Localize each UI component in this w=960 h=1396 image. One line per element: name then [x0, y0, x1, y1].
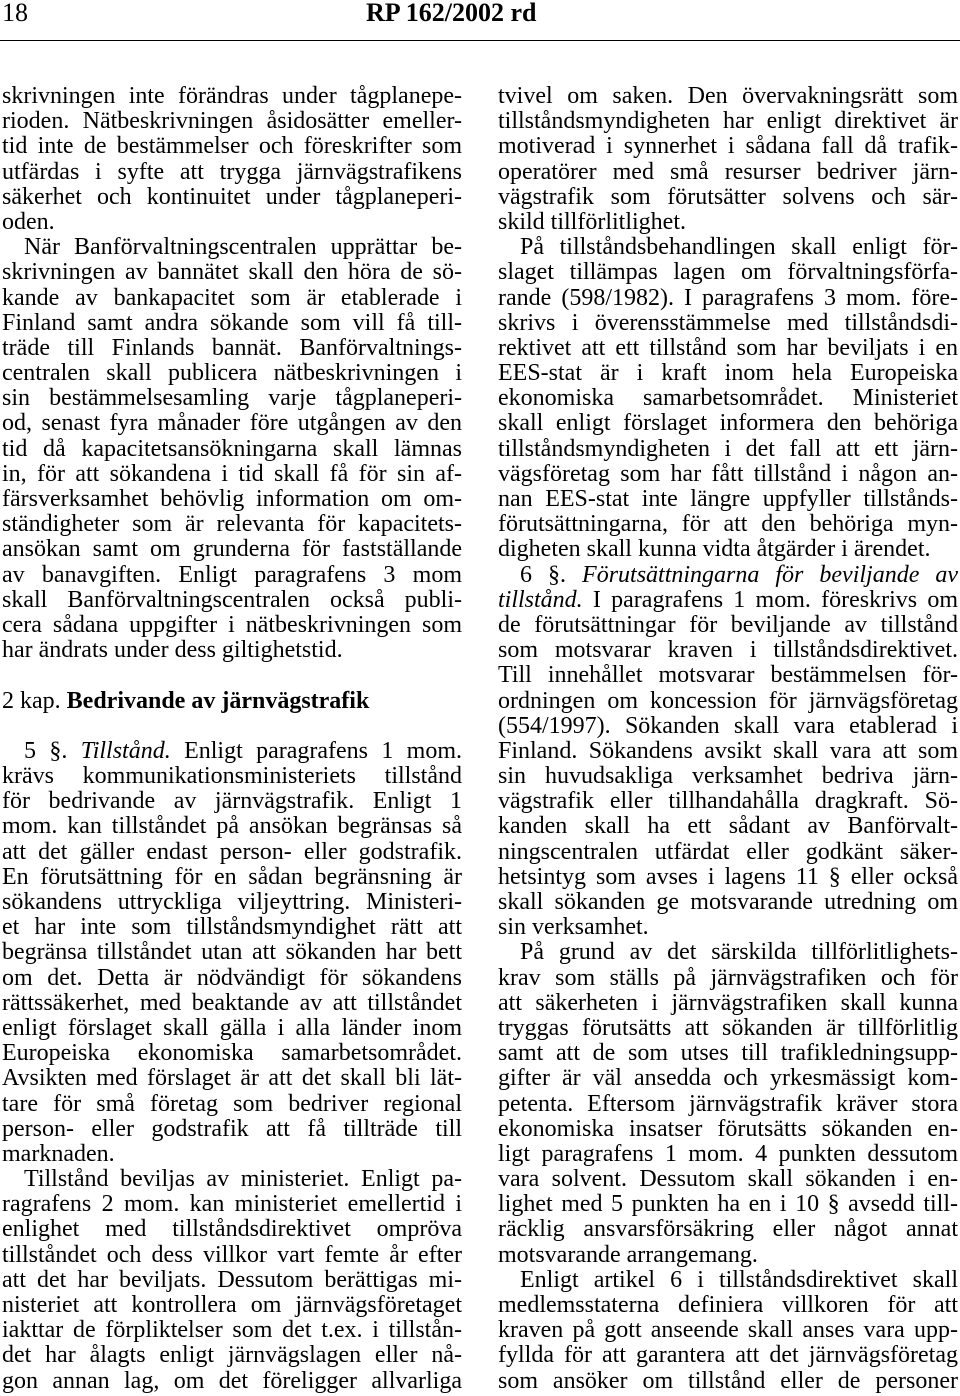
text-line: hetsintyg som avses i lagens 11 § eller också — [498, 863, 958, 890]
text-line: kanden skall ha ett sådant av Banförvalt- — [498, 813, 958, 840]
text-line: rättssäkerhet, med beaktande av att tillståndet — [2, 989, 462, 1016]
text-line: ekonomiska samarbetsområdet. Ministeriet — [498, 385, 958, 412]
text-line: gifter är väl ansedda och yrkesmässigt kom- — [498, 1065, 958, 1092]
text-line: vägsföretag som har fått tillstånd i någon an- — [498, 460, 958, 487]
text-line: om det. Detta är nödvändigt för sökandens — [2, 964, 462, 991]
text-line: vägstrafik som förutsätter solvens och sär- — [498, 183, 958, 210]
text-line: skrivningen inte förändras under tågplanepe- — [2, 83, 462, 109]
text-line: tillståndsmyndigheten har enligt direktivet är — [498, 108, 958, 135]
text-line: rioden. Nätbeskrivningen åsidosätter emeller- — [2, 108, 462, 135]
text-line: enlighet med tillståndsdirektivet ompröva — [2, 1216, 462, 1243]
text-line: räcklig ansvarsförsäkring eller något annat — [498, 1216, 958, 1243]
text-line: krävs kommunikationsministeriets tillstånd — [2, 763, 462, 790]
text-line: ordningen om koncession för järnvägsföretag — [498, 687, 958, 714]
chapter-heading — [2, 689, 462, 714]
text-line: nan EES-stat inte längre uppfyller tillstånds- — [498, 486, 958, 512]
text-line: som motsvarar kraven i tillståndsdirektivet. — [498, 637, 958, 664]
section-6-heading-cont — [498, 588, 958, 613]
text-line: skall enligt förslaget informera den behöriga — [498, 410, 958, 437]
text-line: gon annan lag, om det föreligger allvarliga — [2, 1367, 462, 1394]
text-line: tillståndsmyndigheten i det fall att ett järn- — [498, 435, 958, 462]
section-number: 6 §. — [520, 561, 567, 588]
header-rule — [0, 40, 960, 41]
text-line: ständigheter som är relevanta för kapacitets- — [2, 511, 462, 538]
text-line: iakttar de förpliktelser som det t.ex. i tillstån- — [2, 1317, 462, 1344]
text-line: medlemsstaterna definiera villkoren för att — [498, 1292, 958, 1318]
text-line: det har ålagts enligt järnvägslagen eller nå- — [2, 1342, 462, 1369]
text-line: in, för att sökandena i tid skall få för sin af- — [2, 460, 462, 487]
text-line: tare för små företag som bedriver regional — [2, 1090, 462, 1117]
text-line: ragrafens 2 mom. kan ministeriet emellertid i — [2, 1191, 462, 1218]
text-line: sin bestämmelsesamling varje tågplaneperi- — [2, 385, 462, 412]
text-line: skrivningen av bannätet skall den höra de sö- — [2, 259, 462, 286]
text-line: skrivs i överensstämmelse med tillståndsdi- — [498, 309, 958, 336]
text-line: tid inte de bestämmelser och föreskrifter som — [2, 133, 462, 160]
text-line: sökandens uttryckliga viljeyttring. Ministeri- — [2, 889, 462, 915]
text-line: operatörer med små resurser bedriver järn- — [498, 158, 958, 185]
text-line: de förutsättningar för beviljande av tillstånd — [498, 611, 958, 638]
text-line: vägstrafik eller tillhandahålla dragkraft. Sö- — [498, 788, 958, 815]
text-line: cera sådana uppgifter i nätbeskrivningen som — [2, 611, 462, 638]
text-line: förutsättningarna, för att den behöriga myn- — [498, 511, 958, 538]
section-6-heading — [498, 563, 958, 588]
text-line: säkerhet och kontinuitet under tågplaneperi- — [2, 183, 462, 210]
text-line: krav som ställs på järnvägstrafiken och för — [498, 964, 958, 991]
text-line: rektivet att ett tillstånd som har beviljats i en — [498, 334, 958, 361]
text-line: som ansöker om tillstånd eller de personer — [498, 1367, 958, 1394]
text-line: har ändrats under dess giltighetstid. — [2, 637, 343, 664]
text-line: slaget tillämpas lagen om förvaltningsförfa- — [498, 259, 958, 286]
text-line: skall sökanden ge motsvarande utredning om — [498, 889, 958, 915]
text-line: kraven på gott anseende skall anses vara upp- — [498, 1317, 958, 1344]
spacer — [2, 663, 462, 688]
text-line: ningscentralen utfärdat eller godkänt säker- — [498, 838, 958, 865]
text-line: tvivel om saken. Den övervakningsrätt som — [498, 83, 958, 109]
section-title-cont: tillstånd. — [498, 586, 583, 613]
text-line: mom. kan tillståndet på ansökan begränsas så — [2, 813, 462, 840]
text-line: person- eller godstrafik att få tillträde till — [2, 1115, 462, 1142]
text-line: kande av bankapacitet som är etablerade i — [2, 284, 462, 311]
text-line: skall Banförvaltningscentralen också publi- — [2, 586, 462, 613]
text-line: EES-stat är i kraft inom hela Europeiska — [498, 360, 958, 387]
text-line: ekonomiska insatser förutsätts sökanden en- — [498, 1115, 958, 1142]
text-line: oden. — [2, 208, 55, 235]
text-line: färsverksamhet behövlig information om om- — [2, 486, 462, 512]
chapter-title: Bedrivande av järnvägstrafik — [66, 687, 370, 714]
text-line: Europeiska ekonomiska samarbetsområdet. — [2, 1040, 462, 1067]
page-number: 18 — [2, 0, 28, 27]
text-line: begränsa tillståndet utan att sökanden har bett — [2, 939, 462, 966]
text-line: lighet med 5 punkten ha en i 10 § avsedd till- — [498, 1191, 958, 1218]
text-line: motsvarande arrangemang. — [498, 1241, 758, 1268]
text-line: ligt paragrafens 1 mom. 4 punkten dessutom — [498, 1140, 958, 1167]
text-line: sin verksamhet. — [498, 914, 649, 941]
text-line: utfärdas i syfte att trygga järnvägstrafikens — [2, 158, 462, 185]
left-column — [2, 84, 462, 1394]
text-line: En förutsättning för en sådan begränsning är — [2, 863, 462, 890]
text-line: marknaden. — [2, 1140, 115, 1167]
section-lead-text: I paragrafens 1 mom. föreskrivs om — [592, 586, 958, 613]
text-line: ansökan samt om grunderna för fastställande — [2, 536, 462, 563]
section-title: Förutsättningarna för beviljande av — [582, 561, 959, 588]
section-5-heading — [2, 739, 462, 764]
text-line: sin huvudsakliga verksamhet bedriva järn- — [498, 763, 958, 790]
text-line: att det har beviljats. Dessutom berättigas mi- — [2, 1266, 462, 1293]
chapter-number: 2 kap. — [2, 687, 61, 714]
spacer — [2, 714, 462, 739]
text-line: På tillståndsbehandlingen skall enligt för- — [520, 234, 958, 261]
text-line: Till innehållet motsvarar bestämmelsen för- — [498, 662, 958, 689]
text-line: tid då kapacitetsansökningarna skall lämnas — [2, 435, 462, 462]
text-line: Finland samt andra sökande som vill få till- — [2, 309, 462, 336]
text-line: Avsikten med förslaget är att det skall bli lät- — [2, 1065, 462, 1092]
text-line: att det gäller endast person- eller godstrafik. — [2, 838, 462, 865]
text-line: samt att de som utses till trafikledningsupp- — [498, 1040, 958, 1067]
text-line: skild tillförlitlighet. — [498, 208, 686, 235]
text-line: När Banförvaltningscentralen upprättar be- — [24, 234, 462, 261]
section-number: 5 §. — [24, 737, 68, 764]
text-line: att säkerheten i järnvägstrafiken skall kunna — [498, 989, 958, 1016]
section-lead-text: Enligt paragrafens 1 mom. — [184, 737, 463, 764]
text-line: tryggas förutsätts att sökanden är tillförlitlig — [498, 1014, 958, 1041]
text-line: nisteriet att kontrollera om järnvägsföretaget — [2, 1292, 462, 1318]
text-line: centralen skall publicera nätbeskrivningen i — [2, 360, 462, 387]
right-column — [498, 84, 958, 1394]
text-line: Enligt artikel 6 i tillståndsdirektivet skall — [520, 1266, 958, 1293]
text-line: od, senast fyra månader före utgången av den — [2, 410, 462, 437]
text-line: Finland. Sökandens avsikt skall vara att som — [498, 737, 958, 764]
text-line: träde till Finlands bannät. Banförvaltnings- — [2, 334, 462, 361]
text-line: för bedrivande av järnvägstrafik. Enligt 1 — [2, 788, 462, 815]
text-line: av banavgiften. Enligt paragrafens 3 mom — [2, 561, 462, 588]
text-line: motiverad i synnerhet i sådana fall då trafik- — [498, 133, 958, 160]
text-line: fyllda för att garantera att det järnvägsföretag — [498, 1342, 958, 1369]
section-title: Tillstånd. — [80, 737, 171, 764]
text-line: enligt förslaget skall gälla i alla länder inom — [2, 1014, 462, 1041]
document-id: RP 162/2002 rd — [366, 0, 537, 27]
text-line: rande (598/1982). I paragrafens 3 mom. före- — [498, 284, 958, 311]
text-line: petenta. Eftersom järnvägstrafik kräver stora — [498, 1090, 958, 1117]
text-line: På grund av det särskilda tillförlitlighets- — [520, 939, 958, 966]
text-line: vara solvent. Dessutom skall sökanden i en- — [498, 1166, 958, 1193]
text-line: et har inte som tillståndsmyndighet rätt att — [2, 914, 462, 941]
text-line: (554/1997). Sökanden skall vara etablerad i — [498, 712, 958, 739]
text-line: Tillstånd beviljas av ministeriet. Enligt pa- — [24, 1166, 462, 1193]
text-line: tillståndet och dess villkor vart femte år efter — [2, 1241, 462, 1268]
text-line: digheten skall kunna vidta åtgärder i ärendet. — [498, 536, 931, 563]
